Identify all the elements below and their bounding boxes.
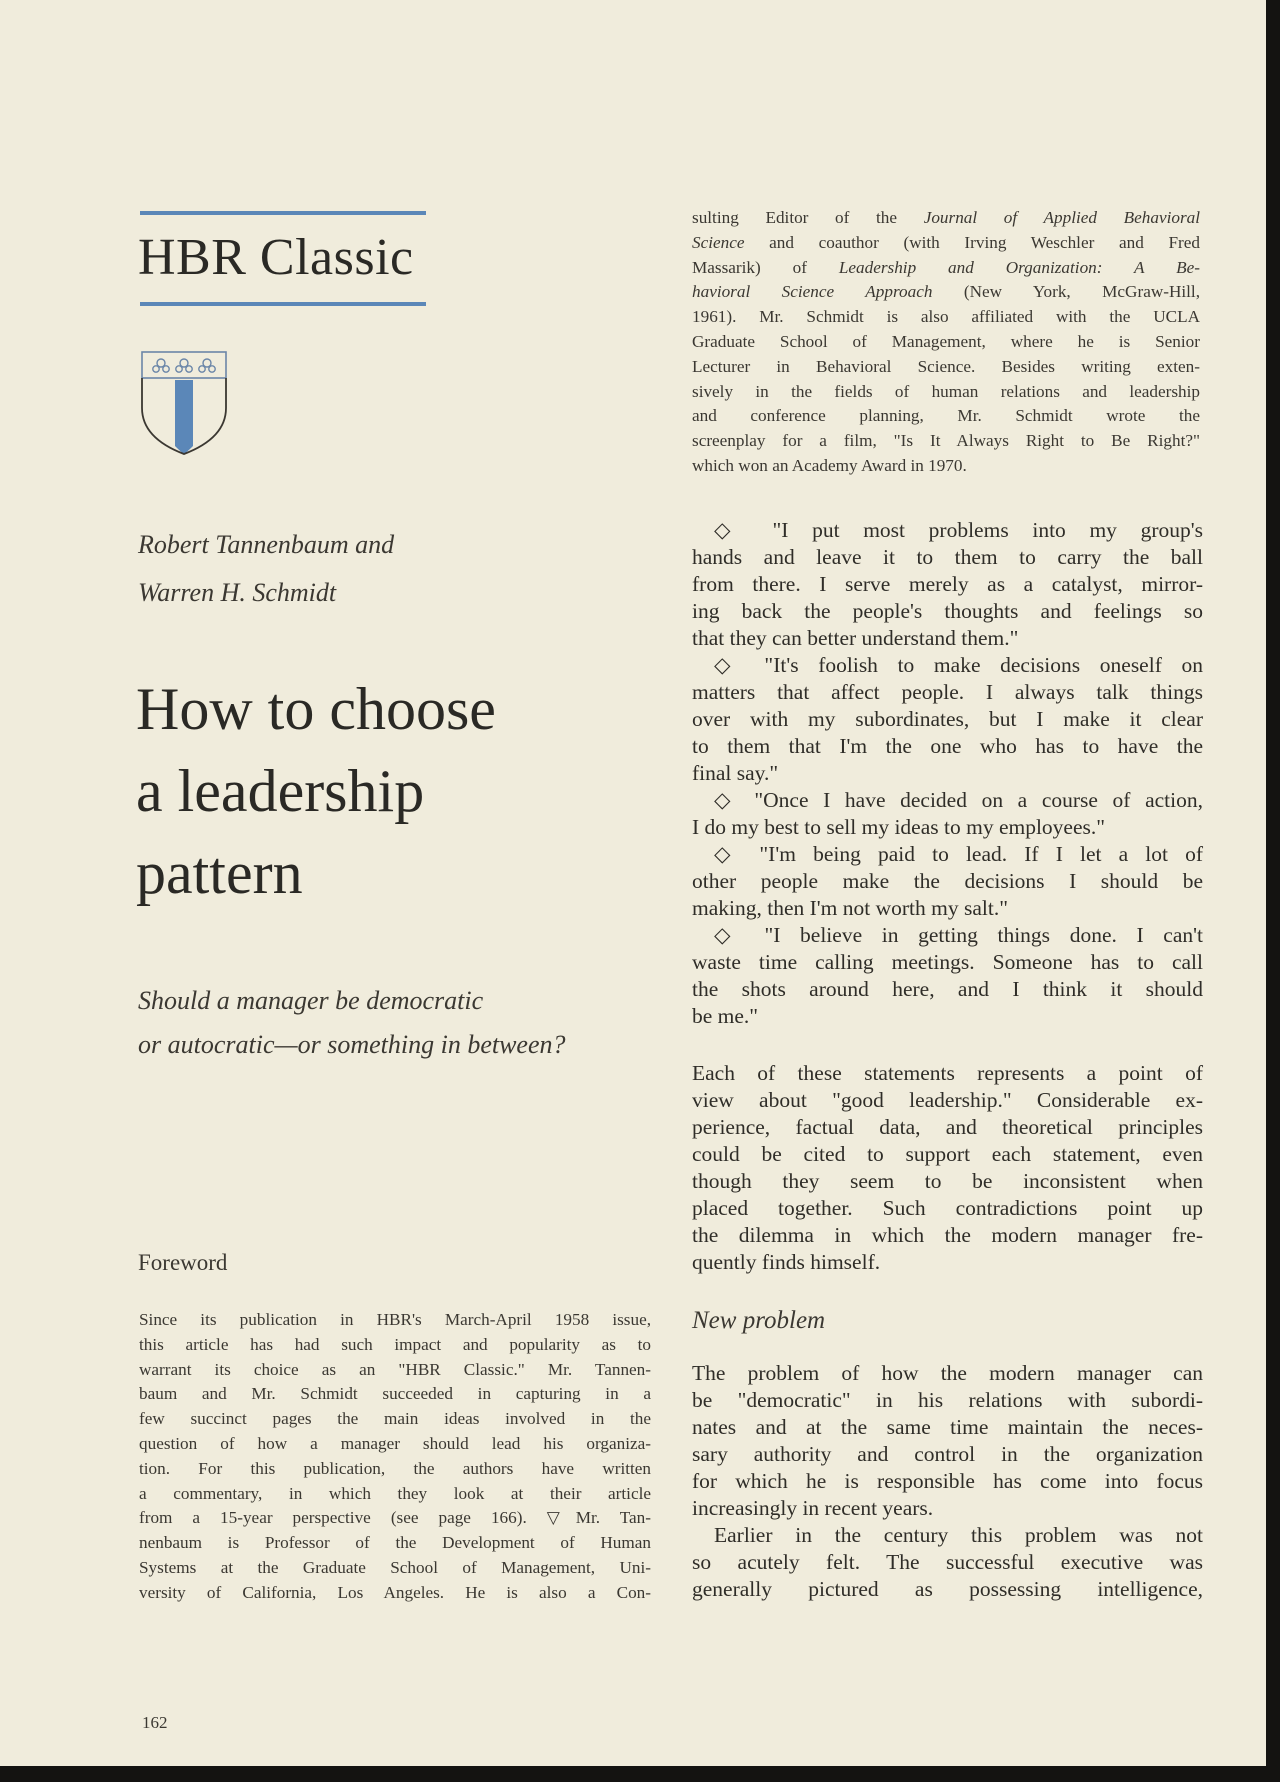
text-line — [692, 206, 1200, 231]
text-line: perience, factual data, and theoretical principles — [692, 1115, 1203, 1139]
text-line: Each of these statements represents a point of — [692, 1061, 1203, 1085]
text-line: and conference planning, Mr. Schmidt wrote the — [692, 406, 1200, 426]
quote-line: other people make the decisions I should be — [692, 869, 1203, 893]
text-line — [692, 280, 1200, 305]
quote-line: I do my best to sell my ideas to my employees." — [692, 815, 1106, 839]
text-line: tion. For this publication, the authors have written — [139, 1458, 651, 1478]
text-line: a commentary, in which they look at their article — [139, 1483, 651, 1503]
text-line: could be cited to support each statement, even — [692, 1142, 1203, 1166]
quote-line: matters that affect people. I always talk things — [692, 680, 1203, 704]
masthead-rule-bottom — [140, 302, 426, 306]
text-line: nenbaum is Professor of the Development of Human — [139, 1533, 651, 1553]
journal-title: Journal of Applied Behavioral — [923, 208, 1200, 227]
journal-title: Science — [692, 232, 745, 252]
text-run: sulting Editor of the — [692, 208, 924, 227]
quote-line: ing back the people's thoughts and feelings so — [692, 599, 1203, 623]
page-number: 162 — [142, 1713, 168, 1732]
title-line: How to choose — [136, 676, 496, 742]
text-line: quently finds himself. — [692, 1250, 881, 1274]
text-line: screenplay for a film, "Is It Always Right to Be Right?" — [692, 431, 1200, 451]
foreword-text — [139, 1308, 651, 1606]
section-subhead: New problem — [692, 1307, 826, 1334]
text-line: 1961). Mr. Schmidt is also affiliated with the UCLA — [692, 307, 1200, 327]
text-line: be "democratic" in his relations with subordi- — [692, 1388, 1203, 1412]
body-paragraph — [692, 1360, 1203, 1603]
text-line: Since its publication in HBR's March-April 1958 issue, — [139, 1310, 651, 1329]
text-line: view about "good leadership." Considerable ex- — [692, 1088, 1203, 1112]
text-line: generally pictured as possessing intelligence, — [692, 1577, 1203, 1601]
title-line: pattern — [136, 840, 303, 906]
text-line: nates and at the same time maintain the neces- — [692, 1415, 1203, 1439]
section-label: HBR Classic — [138, 229, 414, 286]
article-dek-line: Should a manager be democratic — [138, 986, 484, 1015]
text-line: from a 15-year perspective (see page 166). ▽Mr. Tan- — [139, 1508, 651, 1528]
text-line — [692, 256, 1200, 281]
quote-line: ◇ "It's foolish to make decisions oneself on — [714, 653, 1203, 677]
leadership-quotes — [692, 517, 1203, 1030]
article-title — [136, 668, 656, 914]
text-line: sary authority and control in the organization — [692, 1442, 1203, 1466]
text-line — [692, 231, 1200, 256]
quote-line: be me." — [692, 1004, 759, 1028]
book-title: havioral Science Approach — [692, 282, 933, 302]
quote-line: over with my subordinates, but I make it clear — [692, 707, 1203, 731]
quote-line: the shots around here, and I think it should — [692, 977, 1203, 1001]
text-line: increasingly in recent years. — [692, 1496, 934, 1520]
quote-line: hands and leave it to them to carry the ball — [692, 545, 1203, 569]
quote-line: ◇ "I believe in getting things done. I can't — [714, 923, 1203, 947]
text-line: the dilemma in which the modern manager fre- — [692, 1223, 1203, 1247]
text-line: though they seem to be inconsistent when — [692, 1169, 1203, 1193]
quote-line: ◇ "I put most problems into my group's — [714, 518, 1203, 542]
text-line: this article has had such impact and popularity as to — [139, 1334, 651, 1354]
quote-line: making, then I'm not worth my salt." — [692, 896, 1009, 920]
quote-line: to them that I'm the one who has to have the — [692, 734, 1203, 758]
text-line: sively in the fields of human relations and leadership — [692, 381, 1200, 401]
text-line: Systems at the Graduate School of Management, Uni- — [139, 1557, 651, 1577]
text-line: Earlier in the century this problem was not — [714, 1523, 1203, 1547]
text-line: for which he is responsible has come into focus — [692, 1469, 1203, 1493]
text-line: Graduate School of Management, where he is Senior — [692, 331, 1200, 351]
text-line: placed together. Such contradictions point up — [692, 1196, 1203, 1220]
foreword-heading: Foreword — [138, 1250, 228, 1275]
article-dek-line: or autocratic—or something in between? — [138, 1030, 566, 1059]
author-line-1: Robert Tannenbaum and — [138, 530, 395, 559]
quote-line: ◇ "I'm being paid to lead. If I let a lot of — [714, 842, 1203, 866]
text-line: warrant its choice as an "HBR Classic." Mr. Tannen- — [139, 1359, 651, 1379]
text-run: and coauthor (with Irving Weschler and Fred — [744, 232, 1200, 252]
text-line: which won an Academy Award in 1970. — [692, 455, 967, 475]
masthead-rule-top — [140, 211, 426, 215]
text-line: versity of California, Los Angeles. He is also a Con- — [139, 1582, 651, 1602]
text-line: baum and Mr. Schmidt succeeded in capturing in a — [139, 1384, 651, 1404]
text-line: question of how a manager should lead his organiza- — [139, 1433, 651, 1453]
text-line: The problem of how the modern manager can — [692, 1361, 1203, 1385]
quote-line: that they can better understand them." — [692, 626, 1019, 650]
quote-line: final say." — [692, 761, 779, 785]
quote-line: from there. I serve merely as a catalyst, mirror- — [692, 572, 1203, 596]
shield-crest-icon — [140, 350, 228, 456]
title-line: a leadership — [136, 758, 425, 824]
body-paragraph — [692, 1060, 1203, 1276]
text-run: Massarik) of — [692, 257, 839, 277]
author-line-2: Warren H. Schmidt — [138, 578, 337, 607]
quote-line: ◇ "Once I have decided on a course of action, — [714, 788, 1203, 812]
quote-line: waste time calling meetings. Someone has to call — [692, 950, 1203, 974]
text-line: Lecturer in Behavioral Science. Besides writing exten- — [692, 356, 1200, 376]
book-title: Leadership and Organization: A Be- — [838, 257, 1200, 277]
author-bio — [692, 206, 1200, 479]
text-line: few succinct pages the main ideas involved in the — [139, 1409, 651, 1429]
text-run: (New York, McGraw-Hill, — [932, 282, 1200, 302]
text-line: so acutely felt. The successful executive was — [692, 1550, 1203, 1574]
